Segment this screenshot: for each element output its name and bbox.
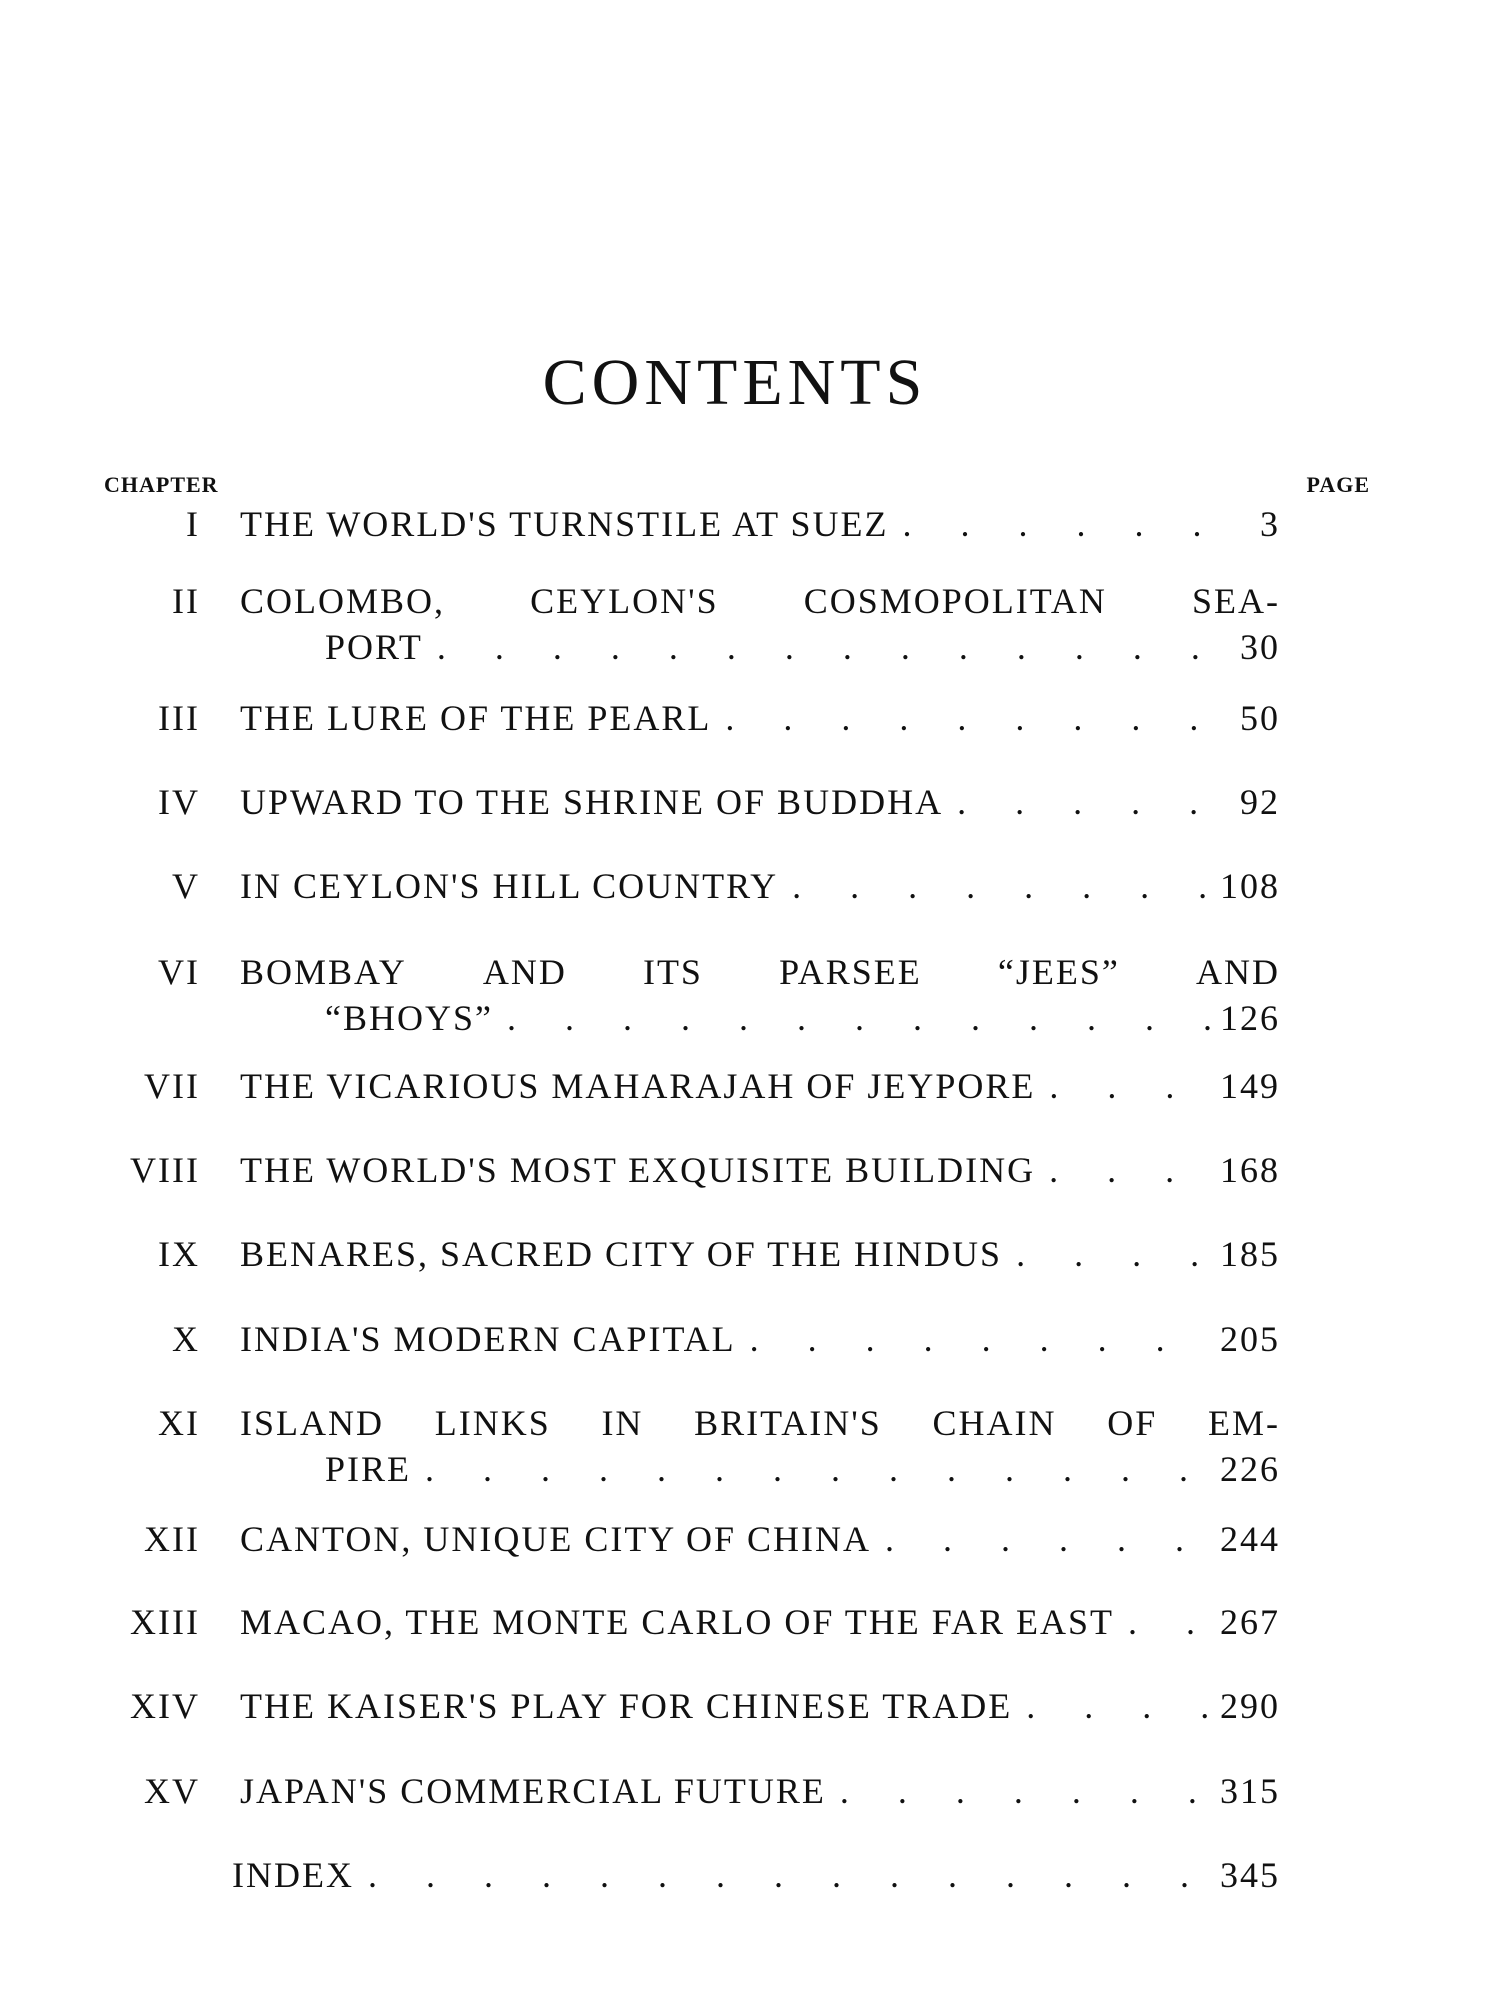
chapter-number: XV bbox=[144, 1771, 200, 1811]
chapter-title: PIRE bbox=[325, 1449, 412, 1489]
page-number: 226 bbox=[1220, 1449, 1280, 1489]
chapter-title-line bbox=[240, 503, 1280, 545]
chapter-title: INDIA'S MODERN CAPITAL bbox=[240, 1319, 736, 1359]
chapter-number: IX bbox=[158, 1234, 200, 1274]
dot-leader bbox=[1035, 1065, 1210, 1107]
dot-leader bbox=[423, 626, 1210, 668]
page-number: 315 bbox=[1220, 1771, 1280, 1811]
page-number: 345 bbox=[1220, 1855, 1280, 1895]
page-number: 290 bbox=[1220, 1686, 1280, 1726]
chapter-title: BENARES, SACRED CITY OF THE HINDUS bbox=[240, 1234, 1003, 1274]
chapter-title-line bbox=[240, 1601, 1280, 1643]
chapter-number: I bbox=[186, 504, 200, 544]
chapter-number: VIII bbox=[130, 1150, 200, 1190]
chapter-title-word: CEYLON'S bbox=[530, 581, 719, 621]
chapter-title: THE WORLD'S TURNSTILE AT SUEZ bbox=[240, 504, 889, 544]
chapter-number: X bbox=[172, 1319, 200, 1359]
chapter-title-line-2 bbox=[325, 997, 1280, 1039]
chapter-title-line bbox=[240, 697, 1280, 739]
chapter-title-word: BRITAIN'S bbox=[694, 1403, 882, 1443]
chapter-title-word: AND bbox=[1195, 952, 1280, 992]
chapter-title-line bbox=[240, 1065, 1280, 1107]
chapter-title: UPWARD TO THE SHRINE OF BUDDHA bbox=[240, 782, 944, 822]
page-number: 185 bbox=[1220, 1234, 1280, 1274]
chapter-title: “BHOYS” bbox=[325, 998, 493, 1038]
chapter-title-line-2 bbox=[325, 626, 1280, 668]
chapter-title-word: ITS bbox=[642, 952, 703, 992]
chapter-number: IV bbox=[158, 782, 200, 822]
dot-leader bbox=[354, 1854, 1210, 1896]
chapter-title-line bbox=[240, 1685, 1280, 1727]
dot-leader bbox=[1002, 1233, 1210, 1275]
chapter-number: VI bbox=[158, 952, 200, 992]
chapter-title-line bbox=[240, 865, 1280, 907]
dot-leader bbox=[943, 781, 1210, 823]
chapter-title-word: PARSEE bbox=[779, 952, 922, 992]
chapter-number: XIV bbox=[130, 1686, 200, 1726]
chapter-title-word: LINKS bbox=[434, 1403, 551, 1443]
chapter-title: INDEX bbox=[232, 1855, 354, 1895]
chapter-title: IN CEYLON'S HILL COUNTRY bbox=[240, 866, 779, 906]
chapter-title-line bbox=[240, 1233, 1280, 1275]
chapter-title-word: EM- bbox=[1207, 1403, 1280, 1443]
chapter-title: THE WORLD'S MOST EXQUISITE BUILDING bbox=[240, 1150, 1036, 1190]
page-title: CONTENTS bbox=[542, 346, 928, 419]
chapter-number: XIII bbox=[130, 1602, 200, 1642]
chapter-title-line bbox=[240, 1149, 1280, 1191]
chapter-number: XI bbox=[158, 1403, 200, 1443]
dot-leader bbox=[736, 1318, 1210, 1360]
chapter-title: THE VICARIOUS MAHARAJAH OF JEYPORE bbox=[240, 1066, 1036, 1106]
chapter-title-word: SEA- bbox=[1192, 581, 1280, 621]
dot-leader bbox=[889, 503, 1210, 545]
page-number: 267 bbox=[1220, 1602, 1280, 1642]
chapter-title-word: CHAIN bbox=[932, 1403, 1057, 1443]
chapter-title-line bbox=[240, 1770, 1280, 1812]
page-number: 205 bbox=[1220, 1319, 1280, 1359]
chapter-number: XII bbox=[144, 1519, 200, 1559]
chapter-title-word: OF bbox=[1107, 1403, 1158, 1443]
chapter-title-line-1 bbox=[240, 951, 1280, 993]
chapter-column-header: CHAPTER bbox=[104, 472, 219, 497]
dot-leader bbox=[826, 1770, 1210, 1812]
page-column-header: PAGE bbox=[1306, 472, 1370, 497]
dot-leader bbox=[1114, 1601, 1210, 1643]
chapter-title-line-1 bbox=[240, 1402, 1280, 1444]
dot-leader bbox=[778, 865, 1210, 907]
chapter-title: THE KAISER'S PLAY FOR CHINESE TRADE bbox=[240, 1686, 1013, 1726]
chapter-title-line bbox=[240, 781, 1280, 823]
chapter-title-word: COLOMBO, bbox=[240, 581, 446, 621]
chapter-title: MACAO, THE MONTE CARLO OF THE FAR EAST bbox=[240, 1602, 1115, 1642]
chapter-title-word: ISLAND bbox=[240, 1403, 384, 1443]
chapter-title-word: AND bbox=[482, 952, 567, 992]
chapter-number: II bbox=[172, 581, 200, 621]
chapter-title: JAPAN'S COMMERCIAL FUTURE bbox=[240, 1771, 826, 1811]
page-number: 50 bbox=[1240, 698, 1280, 738]
dot-leader bbox=[871, 1518, 1210, 1560]
dot-leader bbox=[1012, 1685, 1210, 1727]
chapter-number: III bbox=[158, 698, 200, 738]
chapter-number: V bbox=[172, 866, 200, 906]
chapter-title-word: IN bbox=[601, 1403, 644, 1443]
chapter-number: VII bbox=[144, 1066, 200, 1106]
chapter-title-word: BOMBAY bbox=[240, 952, 407, 992]
page-number: 92 bbox=[1240, 782, 1280, 822]
page-number: 30 bbox=[1240, 627, 1280, 667]
chapter-title-line bbox=[240, 1318, 1280, 1360]
chapter-title-line-1 bbox=[240, 580, 1280, 622]
dot-leader bbox=[711, 697, 1210, 739]
page-number: 3 bbox=[1260, 504, 1280, 544]
chapter-title: CANTON, UNIQUE CITY OF CHINA bbox=[240, 1519, 871, 1559]
dot-leader bbox=[411, 1448, 1210, 1490]
page-number: 149 bbox=[1220, 1066, 1280, 1106]
chapter-title-line bbox=[232, 1854, 1280, 1896]
dot-leader bbox=[1035, 1149, 1210, 1191]
chapter-title-word: COSMOPOLITAN bbox=[803, 581, 1107, 621]
dot-leader bbox=[493, 997, 1210, 1039]
chapter-title: THE LURE OF THE PEARL bbox=[240, 698, 712, 738]
page-number: 168 bbox=[1220, 1150, 1280, 1190]
page-number: 108 bbox=[1220, 866, 1280, 906]
page-number: 126 bbox=[1220, 998, 1280, 1038]
chapter-title-line-2 bbox=[325, 1448, 1280, 1490]
page-number: 244 bbox=[1220, 1519, 1280, 1559]
chapter-title-line bbox=[240, 1518, 1280, 1560]
chapter-title: PORT bbox=[325, 627, 423, 667]
chapter-title-word: “JEES” bbox=[997, 952, 1120, 992]
